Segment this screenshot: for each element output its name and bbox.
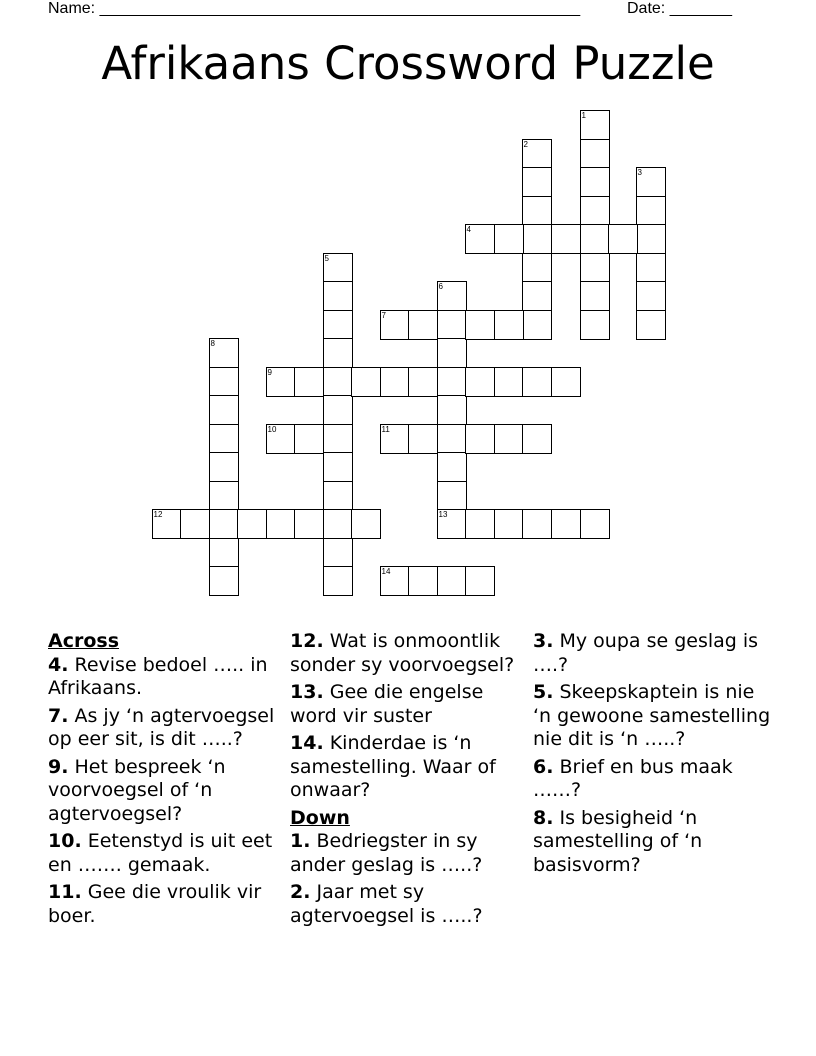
crossword-cell[interactable] [494, 367, 524, 397]
clue-text: Het bespreek ‘n voorvoegsel of ‘n agtervoegsel? [48, 755, 226, 825]
clue-across-10 [48, 830, 286, 877]
clue-number: 10. [48, 830, 82, 852]
crossword-cell[interactable] [580, 509, 610, 539]
crossword-cell[interactable] [437, 566, 467, 596]
crossword-cell[interactable] [437, 481, 467, 511]
crossword-cell[interactable] [437, 424, 467, 454]
crossword-cell[interactable] [636, 310, 666, 340]
clue-number: 14. [290, 732, 324, 754]
crossword-cell[interactable] [522, 253, 552, 283]
crossword-cell[interactable] [209, 481, 239, 511]
clue-column-2 [290, 630, 528, 932]
cell-number: 3 [637, 167, 642, 177]
clue-across-12 [290, 630, 528, 677]
clue-text: Bedriegster in sy ander geslag is …..? [290, 830, 483, 876]
crossword-cell[interactable] [294, 509, 324, 539]
crossword-cell[interactable] [266, 509, 296, 539]
crossword-cell[interactable] [494, 509, 524, 539]
clue-text: Eetenstyd is uit eet en ……. gemaak. [48, 830, 273, 876]
cell-number: 7 [381, 310, 386, 320]
clue-across-4 [48, 654, 286, 701]
cell-number: 8 [210, 338, 215, 348]
clue-number: 3. [533, 630, 554, 652]
clue-across-7 [48, 705, 286, 752]
clue-text: Skeepskaptein is nie ‘n gewoone samestelling nie dit is ‘n …..? [533, 681, 771, 750]
crossword-cell[interactable] [437, 338, 467, 368]
cell-number: 2 [523, 139, 528, 149]
crossword-cell[interactable] [209, 452, 239, 482]
crossword-cell[interactable] [580, 224, 610, 254]
crossword-cell-14[interactable] [380, 566, 410, 596]
crossword-cell[interactable] [494, 424, 524, 454]
crossword-cell[interactable] [580, 196, 610, 226]
cell-number: 5 [324, 253, 329, 263]
crossword-cell[interactable] [351, 367, 381, 397]
clue-text: Jaar met sy agtervoegsel is …..? [290, 881, 483, 927]
crossword-cell[interactable] [465, 566, 495, 596]
crossword-cell[interactable] [351, 509, 381, 539]
clue-number: 6. [533, 755, 554, 778]
crossword-cell[interactable] [323, 452, 353, 482]
clue-text: Kinderdae is ‘n samestelling. Waar of onwaar? [290, 732, 496, 801]
crossword-cell-12[interactable] [152, 509, 182, 539]
crossword-cell[interactable] [209, 538, 239, 568]
clue-down-1 [290, 830, 528, 877]
crossword-cell[interactable] [323, 338, 353, 368]
clue-number: 1. [290, 830, 311, 852]
clue-text: Brief en bus maak ……? [533, 755, 733, 801]
crossword-cell-9[interactable] [266, 367, 296, 397]
cell-number: 12 [153, 509, 163, 519]
clue-column-3 [533, 630, 771, 881]
page-title: Afrikaans Crossword Puzzle [101, 37, 715, 90]
clue-number: 13. [290, 681, 324, 703]
cell-number: 4 [466, 224, 471, 234]
crossword-cell[interactable] [437, 310, 467, 340]
name-field-label[interactable]: Name: ______________________________________________________ [48, 0, 581, 17]
crossword-cell[interactable] [323, 281, 353, 311]
cell-number: 9 [267, 367, 272, 377]
crossword-cell-11[interactable] [380, 424, 410, 454]
clue-text: Gee die vroulik vir boer. [48, 881, 262, 927]
cell-number: 13 [438, 509, 448, 519]
crossword-cell[interactable] [408, 424, 438, 454]
crossword-cell[interactable] [380, 367, 410, 397]
crossword-cell-1[interactable] [580, 110, 610, 140]
crossword-cell[interactable] [636, 281, 666, 311]
crossword-cell[interactable] [209, 566, 239, 596]
crossword-cell[interactable] [465, 310, 495, 340]
clue-number: 9. [48, 755, 69, 778]
crossword-cell[interactable] [551, 367, 581, 397]
crossword-cell[interactable] [522, 367, 552, 397]
clue-across-13 [290, 681, 528, 728]
crossword-cell[interactable] [323, 424, 353, 454]
crossword-cell[interactable] [180, 509, 210, 539]
clue-across-11 [48, 881, 286, 928]
clue-number: 11. [48, 881, 82, 903]
crossword-cell-6[interactable] [437, 281, 467, 311]
crossword-cell[interactable] [580, 167, 610, 197]
clue-down-2 [290, 881, 528, 928]
crossword-cell[interactable] [294, 367, 324, 397]
clue-number: 2. [290, 881, 311, 903]
crossword-cell[interactable] [522, 281, 552, 311]
crossword-cell[interactable] [237, 509, 267, 539]
crossword-cell-10[interactable] [266, 424, 296, 454]
clue-across-9 [48, 756, 286, 827]
crossword-cell[interactable] [608, 224, 638, 254]
crossword-cell[interactable] [209, 509, 239, 539]
crossword-cell[interactable] [323, 566, 353, 596]
crossword-cell[interactable] [209, 424, 239, 454]
crossword-cell-13[interactable] [437, 509, 467, 539]
cell-number: 14 [381, 566, 391, 576]
clue-column-1 [48, 630, 286, 932]
clue-number: 7. [48, 704, 69, 727]
clue-text: My oupa se geslag is ….? [533, 630, 759, 676]
crossword-cell[interactable] [580, 139, 610, 169]
clue-text: Revise bedoel ….. in Afrikaans. [48, 653, 268, 699]
crossword-cell[interactable] [636, 253, 666, 283]
clue-number: 8. [533, 806, 554, 829]
crossword-cell[interactable] [408, 566, 438, 596]
clue-down-5 [533, 681, 771, 752]
cell-number: 11 [381, 424, 390, 434]
crossword-cell-7[interactable] [380, 310, 410, 340]
crossword-cell[interactable] [465, 509, 495, 539]
crossword-cell[interactable] [209, 395, 239, 425]
crossword-cell[interactable] [580, 310, 610, 340]
clue-text: Gee die engelse word vir suster [290, 681, 484, 727]
crossword-cell[interactable] [209, 367, 239, 397]
crossword-cell[interactable] [323, 310, 353, 340]
crossword-cell-2[interactable] [522, 139, 552, 169]
crossword-cell-4[interactable] [465, 224, 495, 254]
crossword-cell[interactable] [494, 310, 524, 340]
clue-text: As jy ‘n agtervoegsel op eer sit, is dit …..? [48, 704, 275, 750]
crossword-cell[interactable] [437, 367, 467, 397]
crossword-cell[interactable] [323, 395, 353, 425]
crossword-cell[interactable] [636, 196, 666, 226]
crossword-cell[interactable] [465, 424, 495, 454]
cell-number: 10 [267, 424, 277, 434]
crossword-cell[interactable] [408, 367, 438, 397]
crossword-cell[interactable] [494, 224, 524, 254]
crossword-cell[interactable] [323, 538, 353, 568]
crossword-cell-3[interactable] [636, 167, 666, 197]
crossword-cell[interactable] [323, 367, 353, 397]
across-heading: Across [48, 630, 120, 652]
clue-number: 5. [533, 681, 554, 703]
crossword-cell[interactable] [580, 253, 610, 283]
clue-number: 4. [48, 653, 69, 676]
crossword-cell[interactable] [522, 196, 552, 226]
crossword-cell[interactable] [551, 509, 581, 539]
crossword-cell-8[interactable] [209, 338, 239, 368]
crossword-cell[interactable] [323, 481, 353, 511]
clue-text: Is besigheid ‘n samestelling of ‘n basisvorm? [533, 806, 703, 876]
crossword-cell[interactable] [580, 281, 610, 311]
down-heading: Down [290, 806, 350, 829]
clue-number: 12. [290, 630, 324, 652]
clue-down-3 [533, 630, 771, 677]
crossword-cell[interactable] [636, 224, 666, 254]
crossword-cell[interactable] [437, 395, 467, 425]
clue-down-6 [533, 756, 771, 803]
crossword-cell[interactable] [437, 452, 467, 482]
crossword-cell[interactable] [294, 424, 324, 454]
clue-down-8 [533, 807, 771, 878]
crossword-cell-5[interactable] [323, 253, 353, 283]
crossword-cell[interactable] [522, 224, 552, 254]
crossword-cell[interactable] [522, 424, 552, 454]
crossword-cell[interactable] [522, 509, 552, 539]
date-field-label[interactable]: Date: _______ [627, 0, 732, 17]
clue-text: Wat is onmoontlik sonder sy voorvoegsel? [290, 630, 515, 676]
clue-across-14 [290, 732, 528, 803]
cell-number: 6 [438, 281, 443, 291]
crossword-cell[interactable] [522, 310, 552, 340]
crossword-cell[interactable] [551, 224, 581, 254]
crossword-cell[interactable] [323, 509, 353, 539]
crossword-cell[interactable] [465, 367, 495, 397]
crossword-cell[interactable] [408, 310, 438, 340]
cell-number: 1 [581, 110, 586, 120]
crossword-cell[interactable] [522, 167, 552, 197]
